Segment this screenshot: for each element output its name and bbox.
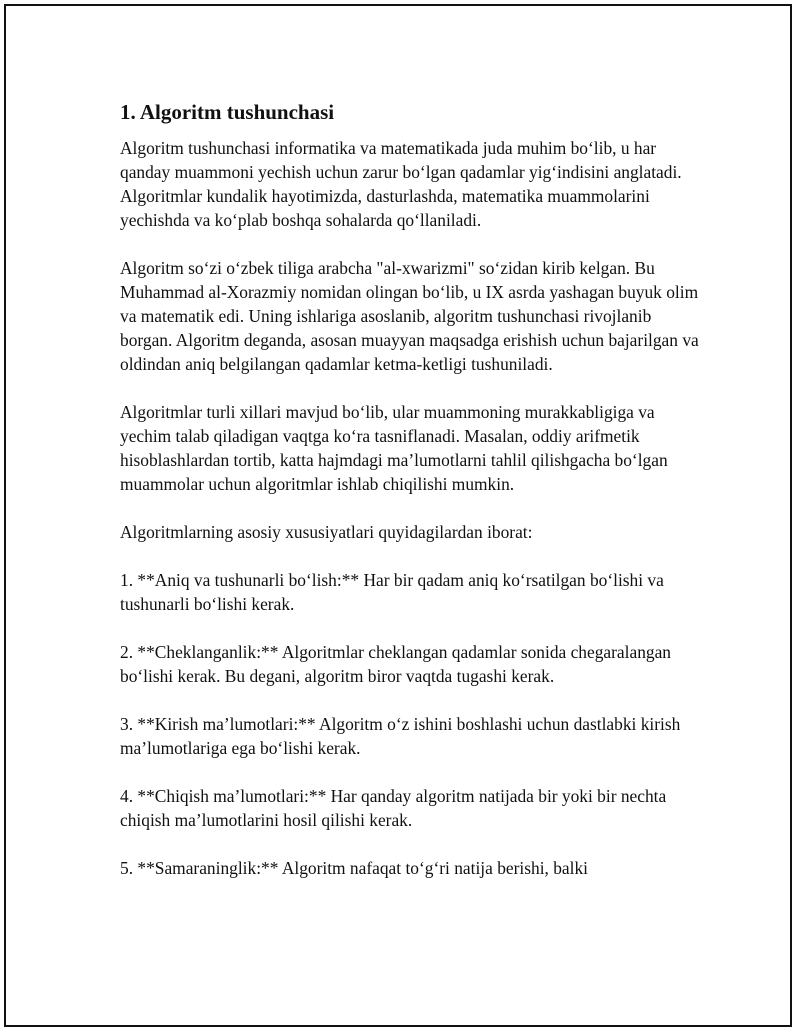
paragraph-properties-intro: Algoritmlarning asosiy xususiyatlari quyidagilardan iborat: [120, 522, 533, 542]
document-page [4, 4, 792, 1027]
paragraph-etymology: Algoritm so‘zi o‘zbek tiliga arabcha "al-xwarizmi" so‘zidan kirib kelgan. Bu Muhammad al-Xorazmiy nomidan olingan bo‘lib, u IX asrda yashagan buyuk olim va matematik edi. Uning ishlariga asoslanib, algoritm tushunchasi rivojlanib borgan. Algoritm deganda, asosan muayyan maqsadga erishish uchun bajarilgan va oldindan aniq belgilangan qadamlar ketma-ketligi tushuniladi. [120, 258, 699, 374]
document-body [120, 98, 700, 904]
list-item-2: 2. **Cheklanganlik:** Algoritmlar cheklangan qadamlar sonida chegaralangan bo‘lishi kerak. Bu degani, algoritm biror vaqtda tugashi kerak. [120, 642, 672, 686]
list-item-5: 5. **Samaraninglik:** Algoritm nafaqat to‘g‘ri natija berishi, balki [120, 858, 588, 878]
section-title: 1. Algoritm tushunchasi [120, 100, 335, 124]
paragraph-intro: Algoritm tushunchasi informatika va matematikada juda muhim bo‘lib, u har qanday muammoni yechish uchun zarur bo‘lgan qadamlar yig‘indisini anglatadi. Algoritmlar kundalik hayotimizda, dasturlashda, matematika muammolarini yechishda va ko‘plab boshqa sohalarda qo‘llaniladi. [120, 138, 682, 230]
list-item-1: 1. **Aniq va tushunarli bo‘lish:** Har bir qadam aniq ko‘rsatilgan bo‘lishi va tushunarli bo‘lishi kerak. [120, 570, 664, 614]
list-item-4: 4. **Chiqish ma’lumotlari:** Har qanday algoritm natijada bir yoki bir nechta chiqish ma’lumotlarini hosil qilishi kerak. [120, 786, 667, 830]
list-item-3: 3. **Kirish ma’lumotlari:** Algoritm o‘z ishini boshlashi uchun dastlabki kirish ma’lumotlariga ega bo‘lishi kerak. [120, 714, 681, 758]
paragraph-types: Algoritmlar turli xillari mavjud bo‘lib, ular muammoning murakkabligiga va yechim talab qiladigan vaqtga ko‘ra tasniflanadi. Masalan, oddiy arifmetik hisoblashlardan tortib, katta hajmdagi ma’lumotlarni tahlil qilishgacha bo‘lgan muammolar uchun algoritmlar ishlab chiqilishi mumkin. [120, 402, 668, 494]
